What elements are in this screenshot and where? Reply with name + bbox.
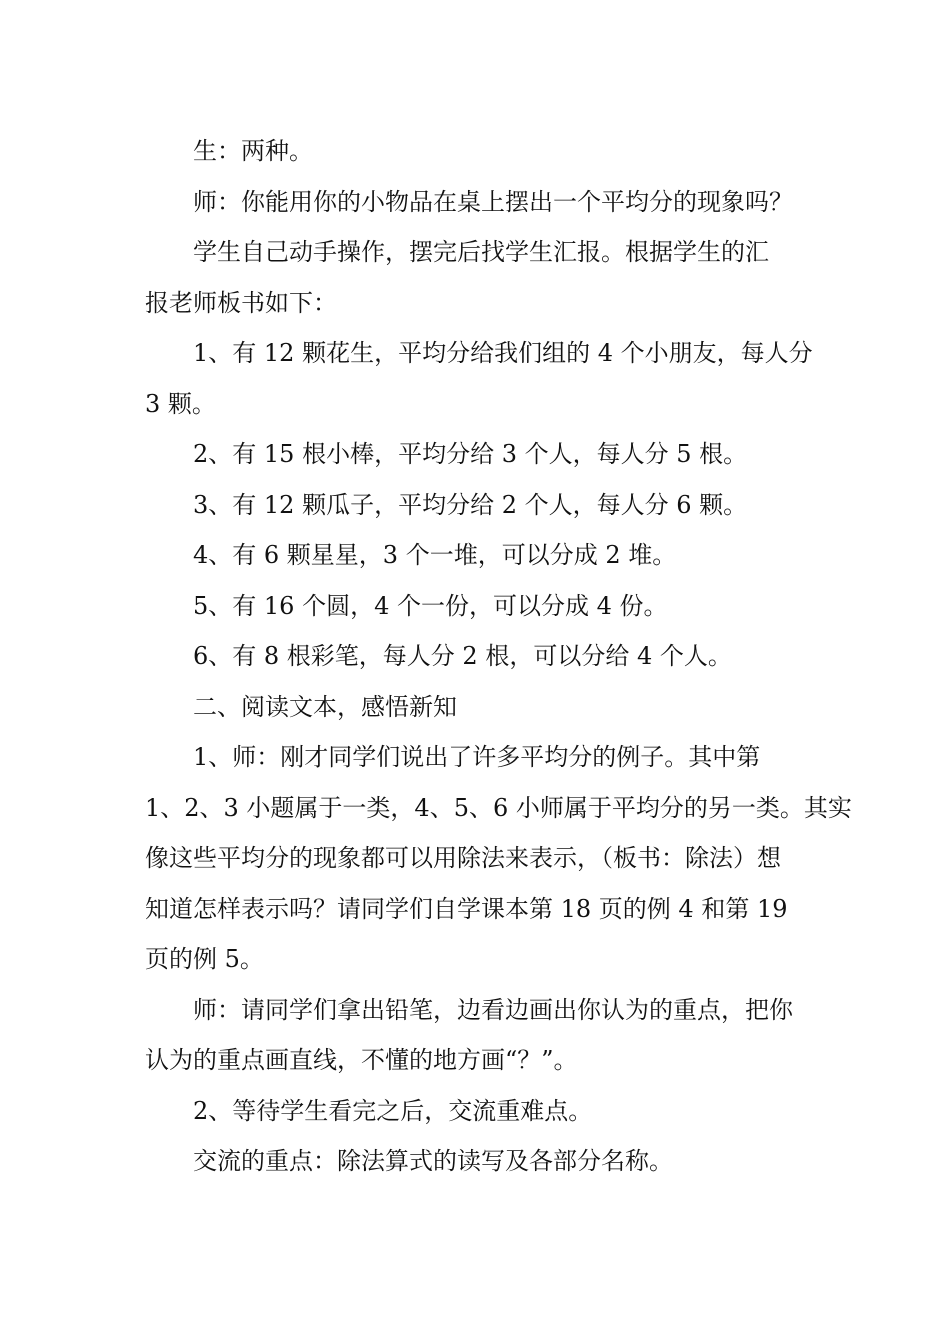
text-line: 师：你能用你的小物品在桌上摆出一个平均分的现象吗？ <box>193 187 793 216</box>
text-line: 认为的重点画直线，不懂的地方画“？”。 <box>145 1046 578 1074</box>
text-line: 二、阅读文本，感悟新知 <box>193 692 457 721</box>
text-line: 3 颗。 <box>145 389 216 418</box>
text-line: 1、师：刚才同学们说出了许多平均分的例子。其中第 <box>193 743 761 771</box>
text-line: 1、有 12 颗花生，平均分给我们组的 4 个小朋友，每人分 <box>193 339 813 367</box>
text-line: 生：两种。 <box>193 137 313 165</box>
text-line: 知道怎样表示吗？请同学们自学课本第 18 页的例 4 和第 19 <box>145 894 788 923</box>
text-line: 师：请同学们拿出铅笔，边看边画出你认为的重点，把你 <box>193 995 793 1024</box>
text-line: 6、有 8 根彩笔，每人分 2 根，可以分给 4 个人。 <box>193 642 732 670</box>
text-line: 页的例 5。 <box>145 945 264 973</box>
text-line: 报老师板书如下： <box>145 288 337 317</box>
text-line: 交流的重点：除法算式的读写及各部分名称。 <box>193 1147 673 1175</box>
text-line: 2、有 15 根小棒，平均分给 3 个人，每人分 5 根。 <box>193 440 748 468</box>
text-line: 1、2、3 小题属于一类，4、5、6 小师属于平均分的另一类。其实 <box>145 793 852 822</box>
text-line: 学生自己动手操作，摆完后找学生汇报。根据学生的汇 <box>193 238 769 266</box>
text-line: 像这些平均分的现象都可以用除法来表示，（板书：除法）想 <box>145 844 781 872</box>
text-line: 3、有 12 颗瓜子，平均分给 2 个人，每人分 6 颗。 <box>193 490 748 519</box>
document-body <box>145 126 852 1187</box>
text-line: 5、有 16 个圆，4 个一份，可以分成 4 份。 <box>193 591 668 620</box>
text-line: 4、有 6 颗星星，3 个一堆，可以分成 2 堆。 <box>193 541 677 569</box>
text-line: 2、等待学生看完之后，交流重难点。 <box>193 1096 593 1125</box>
